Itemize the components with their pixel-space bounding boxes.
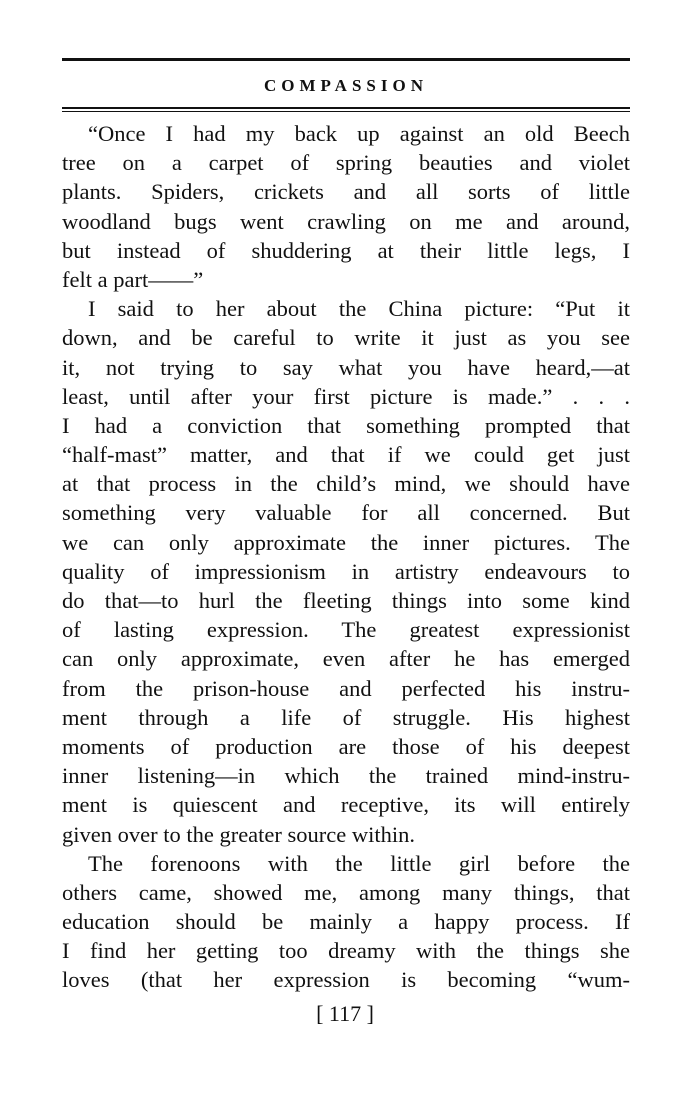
text-line: woodland bugs went crawling on me and around, (62, 208, 630, 234)
text-line: can only approximate, even after he has emerged (62, 646, 630, 672)
text-line: “half-mast” matter, and that if we could get just (62, 442, 630, 468)
text-line: given over to the greater source within. (62, 821, 416, 847)
text-line: plants. Spiders, crickets and all sorts of little (62, 179, 630, 205)
text-line: ment through a life of struggle. His highest (62, 704, 630, 730)
header-rule-thin (62, 111, 630, 112)
text-line: others came, showed me, among many things, that (62, 879, 630, 905)
text-line: moments of production are those of his deepest (62, 733, 630, 759)
body-text (62, 119, 630, 995)
text-line: down, and be careful to write it just as you see (62, 325, 630, 351)
text-line: do that—to hurl the fleeting things into some kind (62, 588, 630, 613)
text-line: tree on a carpet of spring beauties and violet (62, 150, 630, 176)
text-line: quality of impressionism in artistry endeavours to (62, 558, 630, 584)
page-number: [ 117 ] (316, 1001, 374, 1026)
text-line: education should be mainly a happy process. If (62, 909, 630, 935)
text-line: it, not trying to say what you have heard,—at (62, 354, 630, 380)
text-line: least, until after your first picture is made.” . . . (62, 383, 630, 409)
text-line: I had a conviction that something prompted that (62, 412, 630, 438)
text-line: felt a part——” (62, 266, 204, 292)
text-line: we can only approximate the inner pictures. The (62, 529, 630, 555)
text-line: I find her getting too dreamy with the things she (62, 938, 630, 964)
text-line: I said to her about the China picture: “Put it (88, 296, 630, 322)
text-line: at that process in the child’s mind, we should have (62, 471, 630, 497)
text-line: something very valuable for all concerned. But (62, 500, 630, 526)
text-line: loves (that her expression is becoming “wum- (62, 967, 630, 993)
text-line: but instead of shuddering at their little legs, I (62, 237, 630, 263)
text-line: ment is quiescent and receptive, its will entirely (62, 792, 630, 818)
text-line: The forenoons with the little girl before the (88, 850, 630, 876)
running-head: COMPASSION (264, 76, 428, 95)
header-rule-bottom (62, 107, 630, 109)
header-rule-top (62, 58, 630, 61)
page-content (62, 58, 630, 995)
text-line: “Once I had my back up against an old Beech (88, 121, 630, 146)
text-line: inner listening—in which the trained mind-instru- (62, 763, 630, 789)
text-line: of lasting expression. The greatest expressionist (62, 617, 630, 643)
text-line: from the prison-house and perfected his instru- (62, 675, 630, 701)
